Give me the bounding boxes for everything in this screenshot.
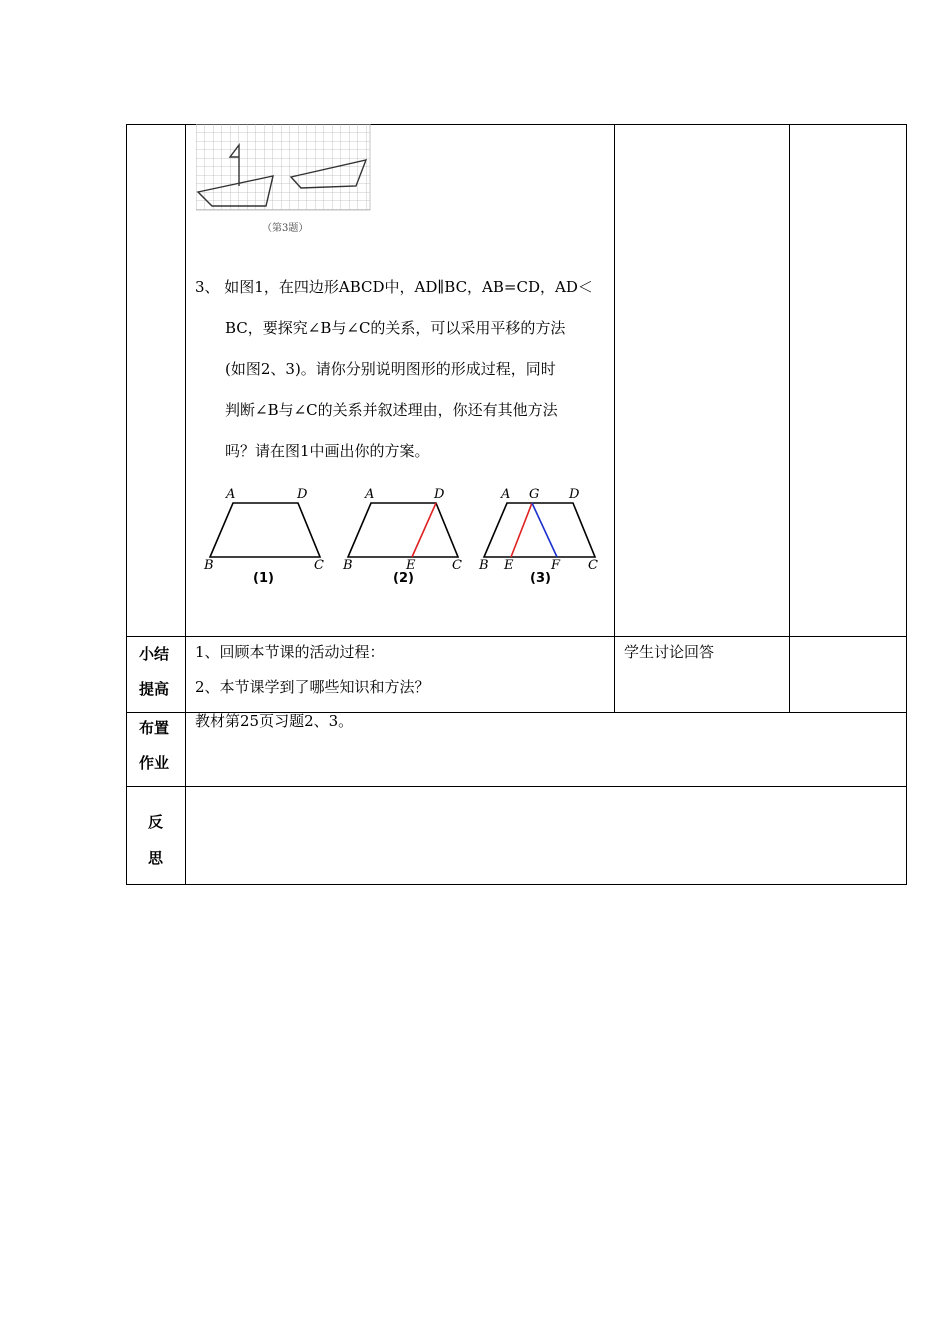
problem3-line2: BC，要探究∠B与∠C的关系，可以采用平移的方法: [225, 319, 566, 337]
grid-boat-figure: [196, 124, 372, 214]
problem3-line5: 吗？请在图1中画出你的方案。: [225, 442, 430, 460]
fig1-label-c: C: [314, 558, 324, 573]
problem3-line4: 判断∠B与∠C的关系并叙述理由，你还有其他方法: [225, 401, 558, 419]
fig3-label-e: E: [504, 558, 514, 573]
fig1-label-a: A: [226, 487, 236, 502]
fig2-number: (2): [393, 571, 414, 586]
grid-figure: [196, 124, 372, 218]
fig3-number: (3): [530, 571, 551, 586]
fig2-label-d: D: [434, 487, 445, 502]
segment-gf-fig3: [532, 503, 557, 557]
problem3-line3: (如图2、3)。请你分别说明图形的形成过程，同时: [225, 360, 556, 378]
summary-label-line2: 提高: [139, 680, 170, 698]
student-activity-text: 学生讨论回答: [624, 643, 715, 661]
table-border-col1: [185, 124, 186, 885]
homework-content: 教材第25页习题2、3。: [195, 712, 354, 730]
table-border-col2: [614, 124, 615, 713]
summary-item-1: 1、回顾本节课的活动过程：: [195, 643, 385, 661]
segment-de-fig2: [412, 503, 436, 557]
summary-label-line1: 小结: [139, 645, 170, 663]
fig3-label-a: A: [501, 487, 511, 502]
fig2-label-c: C: [452, 558, 462, 573]
summary-item-2: 2、本节课学到了哪些知识和方法？: [195, 678, 430, 696]
problem3-line1: 3、 如图1，在四边形ABCD中，AD∥BC，AB=CD，AD＜: [195, 278, 593, 296]
fig2-label-e: E: [406, 558, 416, 573]
fig1-label-d: D: [297, 487, 308, 502]
trapezoid-abcd-fig2: [348, 503, 458, 557]
fig3-label-c: C: [588, 558, 598, 573]
fig3-label-g: G: [529, 487, 540, 502]
table-border-row3: [126, 786, 907, 787]
trapezoid-abcd-fig3: [484, 503, 595, 557]
fig3-label-b: B: [479, 558, 489, 573]
homework-label-line1: 布置: [139, 719, 170, 737]
table-border-right: [906, 124, 907, 885]
segment-ge-fig3: [511, 503, 532, 557]
grid-figure-caption: （第3题）: [262, 223, 309, 234]
fig3-label-f: F: [551, 558, 561, 573]
fig2-label-a: A: [365, 487, 375, 502]
fig3-label-d: D: [569, 487, 580, 502]
fig1-label-b: B: [204, 558, 214, 573]
table-border-bottom: [126, 884, 907, 885]
fig1-number: (1): [253, 571, 274, 586]
table-border-left: [126, 124, 127, 885]
table-border-col3: [789, 124, 790, 713]
reflection-label-line1: 反: [148, 813, 164, 831]
trapezoid-abcd-fig1: [210, 503, 320, 557]
fig2-label-b: B: [343, 558, 353, 573]
homework-label-line2: 作业: [139, 754, 170, 772]
reflection-label-line2: 思: [148, 849, 164, 867]
